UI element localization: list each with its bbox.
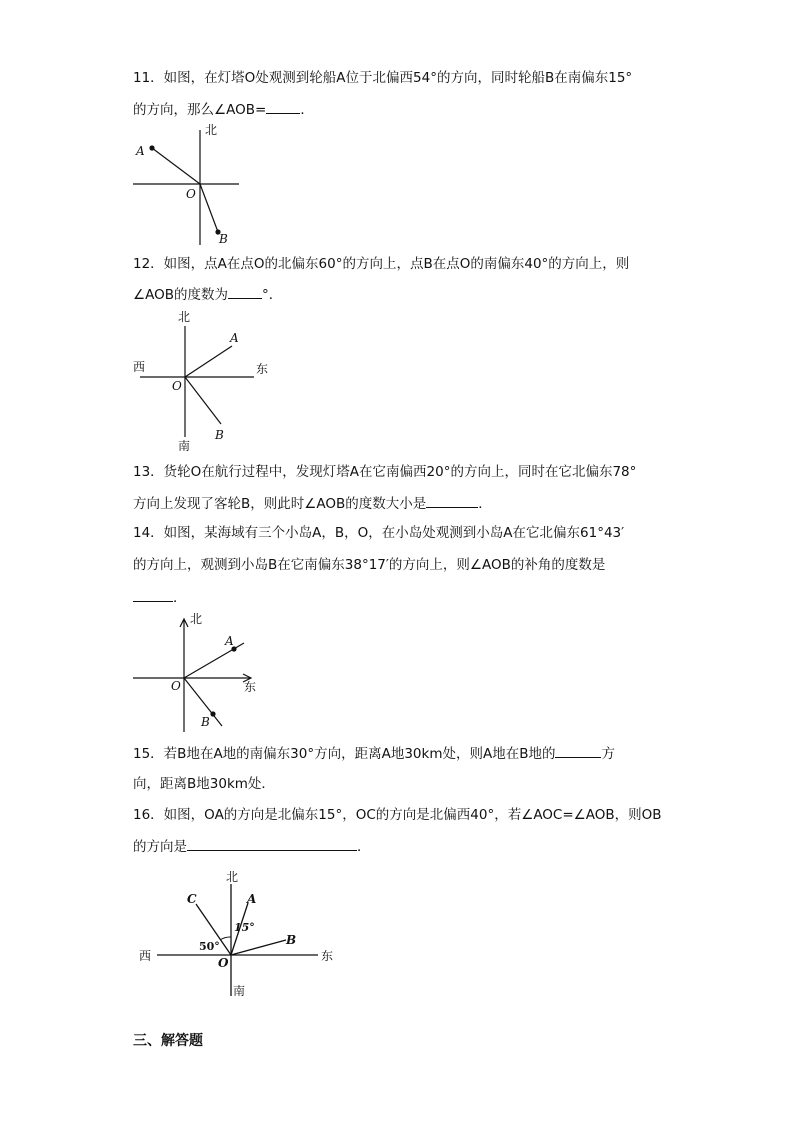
q11-line2-end: ． (300, 102, 314, 118)
q14-line1: 14．如图，某海域有三个小岛A，B，O，在小岛处观测到小岛A在它北偏东61°43′ (133, 525, 625, 541)
q12-label-north: 北 (178, 310, 191, 324)
q16-label-c: C (187, 892, 197, 906)
q11-label-o: O (186, 187, 196, 201)
q16-label-south: 南 (233, 984, 246, 998)
q12-label-a: A (230, 331, 239, 345)
q13-line1: 13．货轮O在航行过程中，发现灯塔A在它南偏西20°的方向上，同时在它北偏东78° (133, 464, 637, 480)
q16-label-angle-15: 15° (234, 921, 255, 934)
section-heading-answer-questions: 三、解答题 (133, 1033, 203, 1049)
q16-label-north: 北 (226, 870, 239, 884)
q14-label-a: A (225, 634, 234, 648)
q12-label-west: 西 (133, 360, 146, 374)
q14-label-north: 北 (190, 612, 203, 626)
q12-line2-text: ∠AOB的度数为 (133, 287, 228, 303)
q12-label-east: 东 (256, 362, 269, 376)
q16-label-west: 西 (139, 949, 152, 963)
q12-label-o: O (172, 379, 182, 393)
q12-label-b: B (215, 428, 224, 442)
q11-line1: 11．如图，在灯塔O处观测到轮船A位于北偏西54°的方向，同时轮船B在南偏东15° (133, 70, 633, 86)
q14-label-east: 东 (244, 680, 257, 694)
q16-label-a: A (247, 892, 257, 906)
q16-ray-ob (231, 940, 286, 955)
q12-label-south: 南 (178, 439, 191, 453)
q15-line2: 向，距离B地30km处． (133, 776, 275, 792)
q11-label-a: A (136, 144, 145, 158)
q16-label-b: B (286, 933, 297, 947)
q16-line2-end: ． (357, 839, 371, 855)
q14-label-o: O (171, 679, 181, 693)
q13-line2-end: ． (478, 496, 492, 512)
q13-line2-text: 方向上发现了客轮B，则此时∠AOB的度数大小是 (133, 496, 427, 512)
q16-line2-text: 的方向是 (133, 839, 187, 855)
q15-line1-end: 方 (601, 746, 615, 762)
q11-label-b: B (219, 232, 228, 246)
q16-label-east: 东 (321, 949, 334, 963)
q16-angle-arc-50 (220, 937, 231, 940)
q11-label-north: 北 (205, 123, 218, 137)
q16-label-angle-50: 50° (199, 940, 220, 953)
q14-label-b: B (201, 715, 210, 729)
q14-line3-end: ． (173, 590, 187, 606)
q12-line1: 12．如图，点A在点O的北偏东60°的方向上，点B在点O的南偏东40°的方向上，则 (133, 256, 630, 272)
q14-line2: 的方向上，观测到小岛B在它南偏东38°17′的方向上，则∠AOB的补角的度数是 (133, 557, 606, 573)
q11-line2-text: 的方向，那么∠AOB= (133, 102, 267, 118)
q15-line1-text: 15．若B地在A地的南偏东30°方向，距离A地30km处，则A地在B地的 (133, 746, 556, 762)
q16-line1: 16．如图，OA的方向是北偏东15°，OC的方向是北偏西40°，若∠AOC=∠AOB，则OB (133, 807, 662, 823)
q16-label-o: O (218, 956, 229, 970)
q12-line2-end: °． (262, 287, 283, 303)
